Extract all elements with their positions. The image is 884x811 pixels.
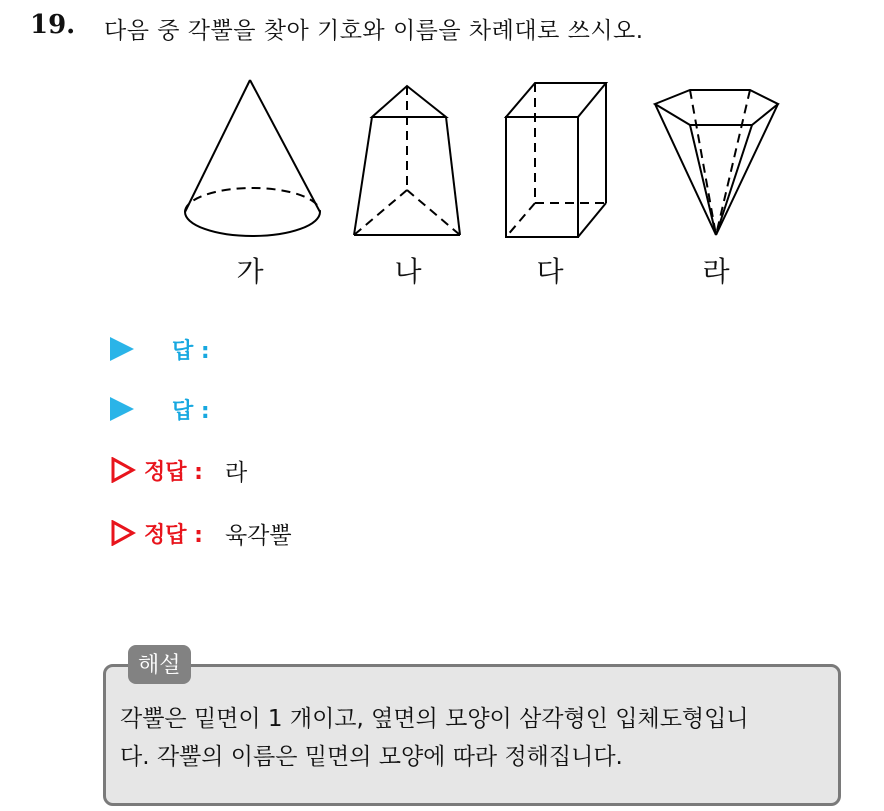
answer-row-2: [110, 392, 210, 426]
figure-label-ra: 라: [702, 255, 730, 288]
correct-answer-row-1: [110, 453, 247, 487]
figure-label-da: 다: [536, 255, 564, 288]
explanation-line-1: 각뿔은 밑면이 1 개이고, 옆면의 모양이 삼각형인 입체도형입니: [120, 706, 749, 732]
explanation-tag: 해설: [128, 645, 191, 684]
figure-label-ga: 가: [236, 255, 264, 288]
figure-cone: [185, 80, 320, 236]
correct-answer-value: 라: [224, 459, 248, 486]
explanation-text: [120, 700, 832, 776]
correct-answer-value: 육각뿔: [224, 522, 292, 549]
correct-marker-icon: [110, 520, 136, 546]
answer-label: 답 :: [172, 398, 210, 424]
question-text: 다음 중 각뿔을 찾아 기호와 이름을 차례대로 쓰시오.: [104, 18, 644, 44]
answer-label: 답 :: [172, 338, 210, 364]
answer-row-1: [110, 332, 210, 366]
explanation-line-2: 다. 각뿔의 이름은 밑면의 모양에 따라 정해집니다.: [120, 744, 623, 770]
figure-rectangular-prism: [506, 83, 606, 237]
correct-answer-label: 정답 :: [144, 459, 203, 485]
answer-marker-icon: [110, 337, 134, 361]
figures-area: [0, 70, 884, 300]
answer-marker-icon: [110, 397, 134, 421]
correct-answer-label: 정답 :: [144, 522, 203, 548]
figure-triangular-frustum: [354, 86, 460, 235]
question-number: 19.: [30, 10, 76, 40]
figure-hexagonal-pyramid: [655, 90, 778, 235]
correct-marker-icon: [110, 457, 136, 483]
correct-answer-row-2: [110, 516, 292, 550]
figure-label-na: 나: [394, 255, 422, 288]
